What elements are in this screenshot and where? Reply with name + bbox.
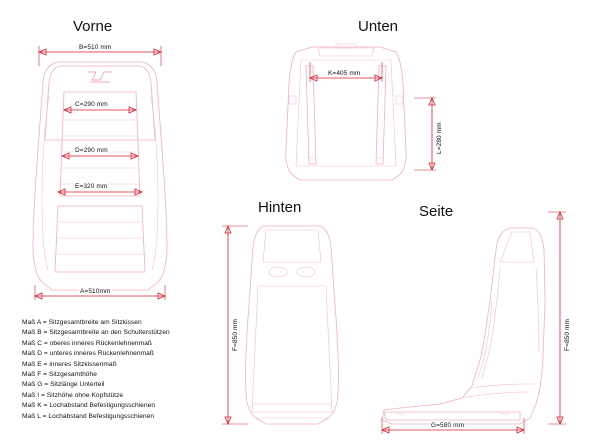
legend-item-l: Maß L = Lochabstand Befestigungsschienen xyxy=(22,412,155,420)
dim-label-l: L=280 mm xyxy=(436,122,443,154)
view-title-unten: Unten xyxy=(358,18,399,35)
legend-item-d: Maß D = unteres inneres Rückenlehnenmaß xyxy=(22,350,154,358)
legend-item-a: Maß A = Sitzgesamtbreite am Sitzkissen xyxy=(22,319,142,326)
dim-label-f-side: F=850 mm xyxy=(564,318,571,351)
legend-item-k: Maß K = Lochabstand Befestigungsschienen xyxy=(22,402,156,410)
dim-label-g: G=580 mm xyxy=(431,422,465,429)
dim-label-b: B=510 mm xyxy=(79,44,112,51)
dim-label-e: E=320 mm xyxy=(75,183,108,190)
view-title-seite: Seite xyxy=(419,203,454,220)
legend-item-c: Maß C = oberes inneres Rückenlehnenmaß xyxy=(22,339,152,347)
view-title-hinten: Hinten xyxy=(258,199,302,216)
legend-item-i: Maß I = Sitzhöhe ohne Kopfstütze xyxy=(22,391,124,399)
legend-item-g: Maß G = Sitzlänge Unterteil xyxy=(22,381,105,389)
dim-label-f-back: F=850 mm xyxy=(232,318,239,351)
legend-item-e: Maß E = inneres Sitzkissenmaß xyxy=(22,360,117,368)
dim-label-d: D=290 mm xyxy=(75,147,108,154)
dim-label-a: A=510mm xyxy=(80,288,111,295)
legend xyxy=(22,318,170,422)
view-title-vorne: Vorne xyxy=(73,18,113,35)
dim-label-k: K=405 mm xyxy=(328,70,361,77)
legend-item-f: Maß F = Sitzgesamthöhe xyxy=(22,371,97,379)
dim-label-c: C=290 mm xyxy=(75,101,108,108)
legend-item-b: Maß B = Sitzgesamtbreite an den Schulterstützen xyxy=(22,329,170,337)
